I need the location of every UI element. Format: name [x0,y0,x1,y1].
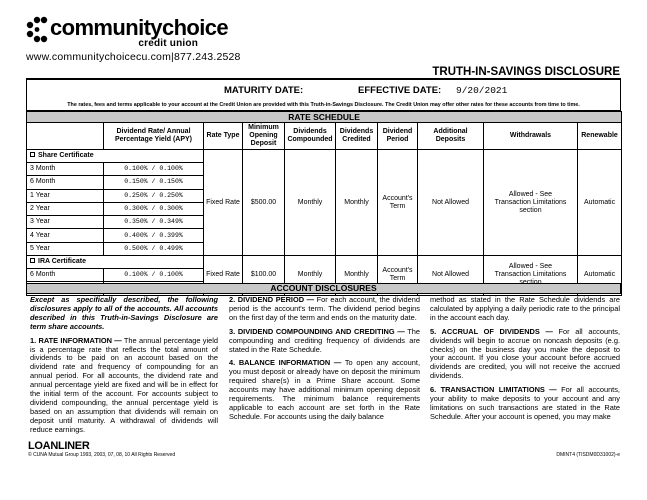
document-title: TRUTH-IN-SAVINGS DISCLOSURE [432,66,620,78]
rate-value: 0.100% / 0.100% [104,163,204,176]
ira-title: IRA Certificate [38,258,86,266]
col-rate: Dividend Rate/ Annual Percentage Yield (APY) [104,123,204,150]
term-label: 6 Month [27,269,104,282]
rate-schedule-table [26,111,622,296]
section-balance-continued: method as stated in the Rate Schedule dividends are calculated by applying a daily periodic rate to the principal in the account each day. [430,295,620,322]
rate-value: 0.100% / 0.100% [104,269,204,282]
brand-sub: credit union [138,38,198,49]
maturity-date-label: MATURITY DATE: [224,85,304,96]
share-additional: Not Allowed [418,150,484,256]
section-body: For all accounts, your ability to make deposits to your account and any limitations on such transactions are stated in the Rate Schedule. After your account is opened, you may make [430,385,620,421]
section-dividend-period [229,296,420,323]
disclosures-column-2 [229,296,420,427]
disclosures-intro: Except as specifically described, the following disclosures apply to all of the accounts. All accounts described in this Truth-in-Savings Disclosure are term share accounts. [30,295,218,331]
ira-certificate-heading [27,256,622,269]
rate-value: 0.350% / 0.349% [104,216,204,229]
section-body: The compounding and crediting frequency of dividends are stated in the Rate Schedule. [229,326,421,354]
section-compounding [229,328,420,355]
ira-renewable: Automatic [578,256,622,296]
brand-logo [26,15,241,64]
col-period: Dividend Period [378,123,418,150]
section-body: The annual percentage yield is a percentage rate that reflects the total amount of dividends to be paid on an account based on the dividend rate and frequency of compounding for an annual period. For all accounts, the dividend rate and annual percentage yield are fixed and will be in effect for the initial term of the account. For accounts subject to dividend compounding, the annual percentage yield is based on an assumption that dividends will remain on deposit until maturity. A withdrawal of dividends will reduce earnings. [30,335,219,434]
community-logo-icon [26,16,48,44]
share-compounded: Monthly [285,150,336,256]
copyright-text: © CUNA Mutual Group 1993, 2003, 07, 08, 10 All Rights Reserved [28,452,176,458]
ira-min-deposit: $100.00 [243,256,285,296]
section-accrual [430,328,620,381]
ira-additional: Not Allowed [418,256,484,296]
share-certificate-heading [27,150,622,163]
disclosures-column-1 [30,296,218,440]
term-label: 2 Year [27,202,104,215]
section-body: To open any account, you must deposit or already have on deposit the minimum required share(s) in a Prime Share account. Some accounts may have additional minimum opening deposit requirements. The minimum balance requirements applicable to each account are set forth in the Rate Schedule. For accounts using the daily balance [229,358,420,421]
ira-period: Account's Term [378,256,418,296]
col-blank [27,123,104,150]
loanliner-logo [28,440,98,452]
share-withdrawals: Allowed - See Transaction Limitations section [484,150,578,256]
col-rate-type: Rate Type [204,123,243,150]
section-heading: 1. RATE INFORMATION — [30,335,122,345]
rate-value: 0.400% / 0.399% [104,229,204,242]
section-heading: 2. DIVIDEND PERIOD — [229,295,315,304]
section-transaction-limitations [430,386,620,422]
share-checkbox[interactable] [30,152,35,157]
brand-name: communitychoice [50,15,229,40]
brand-web: www.communitychoicecu.com|877.243.2528 [26,51,241,63]
col-renewable: Renewable [578,123,622,150]
section-body: For each account, the dividend period is the account's term. The dividend period begins on the first day of the term and ends on the maturity date. [229,295,420,322]
section-body: For all accounts, dividends will begin to accrue on noncash deposits (e.g. checks) on the business day you make the deposit to your account. If you close your account before accrued dividends are credited, you will not receive the accrued dividends. [430,326,620,381]
share-renewable: Automatic [578,150,622,256]
col-credited: Dividends Credited [336,123,378,150]
effective-date-label: EFFECTIVE DATE: [358,85,442,96]
rate-value: 0.500% / 0.499% [104,242,204,255]
share-period: Account's Term [378,150,418,256]
rate-value: 0.300% / 0.300% [104,202,204,215]
rate-schedule-title: RATE SCHEDULE [27,112,622,123]
term-label: 6 Month [27,176,104,189]
ira-withdrawals: Allowed - See Transaction Limitations [484,256,578,296]
ira-checkbox[interactable] [30,258,35,263]
share-credited: Monthly [336,150,378,256]
ira-compounded: Monthly [285,256,336,296]
col-additional: Additional Deposits [418,123,484,150]
account-disclosures-title: ACCOUNT DISCLOSURES [26,283,621,294]
term-label: 3 Month [27,163,104,176]
term-label: 3 Year [27,216,104,229]
ira-credited: Monthly [336,256,378,296]
col-compounded: Dividends Compounded [285,123,336,150]
col-min-deposit: Minimum Opening Deposit [243,123,285,150]
share-title: Share Certificate [38,152,94,159]
col-withdrawals: Withdrawals [484,123,578,150]
share-min-deposit: $500.00 [243,150,285,256]
section-heading: 4. BALANCE INFORMATION — [229,358,342,368]
effective-date-value: 9/20/2021 [456,85,508,96]
rate-value: 0.250% / 0.250% [104,189,204,202]
share-rate-type: Fixed Rate [204,150,243,256]
date-header [26,79,621,111]
header-note: The rates, fees and terms applicable to your account at the Credit Union are provided with this Truth-in-Savings Disclosure. The Credit Union may offer other rates for these accounts from time to time. [67,102,580,108]
term-label: 1 Year [27,189,104,202]
form-number: DMINT4 (TISDM0D31002)-e [556,452,620,458]
ira-rate-type: Fixed Rate [204,256,243,296]
rate-value: 0.150% / 0.150% [104,176,204,189]
term-label: 4 Year [27,229,104,242]
term-label: 5 Year [27,242,104,255]
section-rate-information [30,337,218,435]
section-heading: 6. TRANSACTION LIMITATIONS — [430,385,557,395]
section-heading: 3. DIVIDEND COMPOUNDING AND CREDITING — [229,326,405,336]
disclosures-column-3 [430,296,620,427]
section-heading: 5. ACCRUAL OF DIVIDENDS — [430,326,553,336]
section-balance-information [229,359,420,421]
loanliner-wordmark: LOANLINER [28,440,90,452]
